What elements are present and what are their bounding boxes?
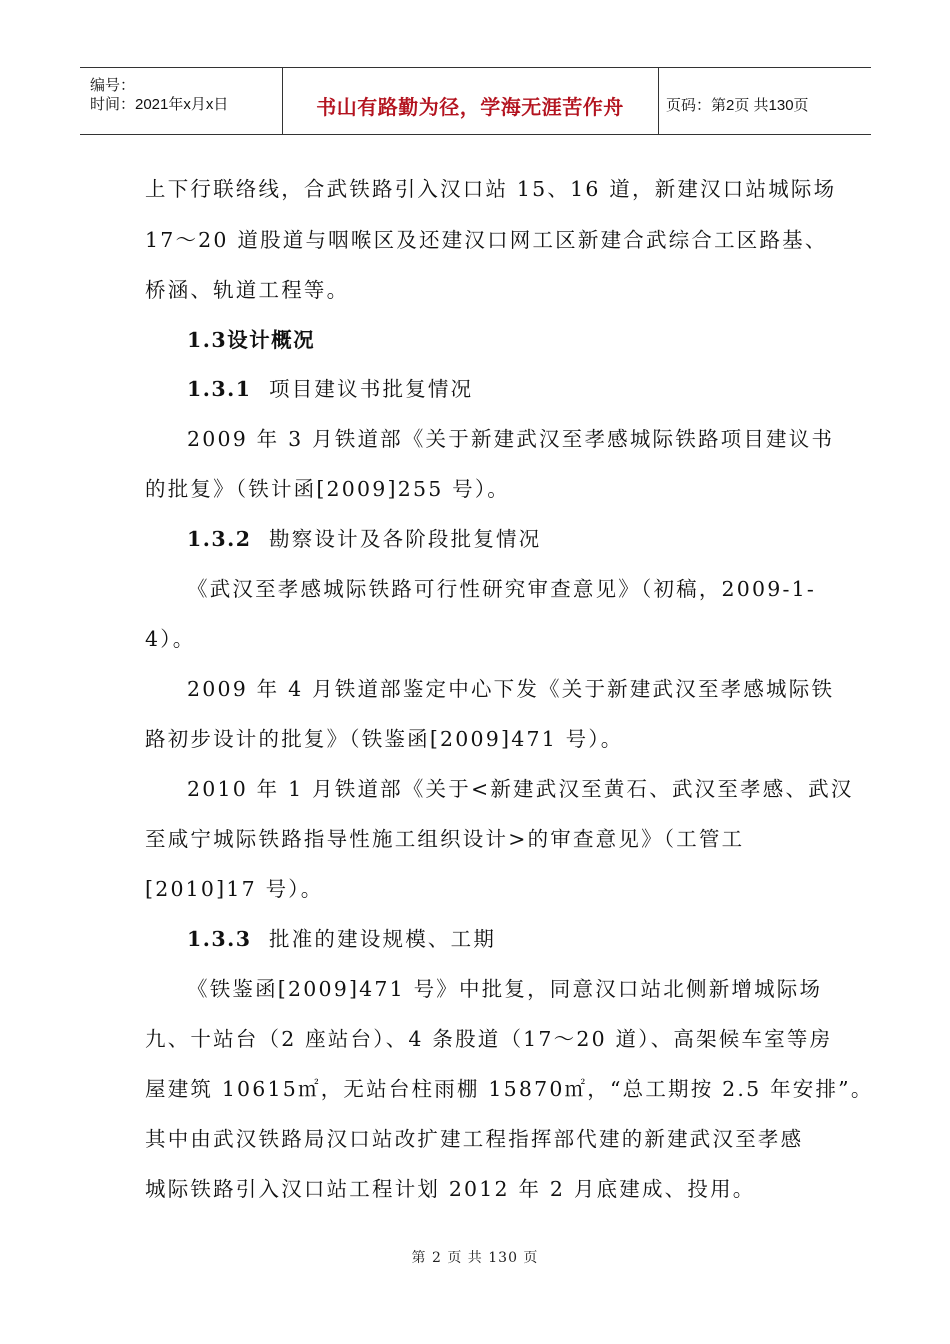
document-number-label: 编号： (90, 77, 136, 94)
body-line: 城际铁路引入汉口站工程计划 2012 年 2 月底建成、投用。 (145, 1177, 756, 1201)
body-line: 其中由武汉铁路局汉口站改扩建工程指挥部代建的新建武汉至孝感 (145, 1127, 804, 1151)
body-line: 2010 年 1 月铁道部《关于<新建武汉至黄石、武汉至孝感、武汉 (187, 777, 854, 801)
body-line: 屋建筑 10615㎡，无站台柱雨棚 15870㎡，“总工期按 2.5 年安排”。 (145, 1077, 874, 1101)
subsection-heading-1-3-1 (187, 372, 473, 402)
body-line: 的批复》（铁计函[2009]255 号）。 (145, 477, 511, 501)
body-line: 九、十站台（2 座站台）、4 条股道（17～20 道）、高架候车室等房 (145, 1027, 833, 1051)
subsection-heading-1-3-3 (187, 922, 496, 952)
body-line: 至咸宁城际铁路指导性施工组织设计>的审查意见》（工管工 (145, 827, 745, 851)
header-motto-cell (282, 68, 659, 134)
subsection-title: 批准的建设规模、工期 (269, 927, 497, 951)
body-line: 桥涵、轨道工程等。 (145, 278, 350, 302)
header-table (80, 67, 871, 135)
body-line: 2009 年 4 月铁道部鉴定中心下发《关于新建武汉至孝感城际铁 (187, 677, 835, 701)
body-line: 上下行联络线，合武铁路引入汉口站 15、16 道，新建汉口站城际场 (145, 177, 837, 201)
header-meta-cell (80, 68, 283, 134)
body-line: 2009 年 3 月铁道部《关于新建武汉至孝感城际铁路项目建议书 (187, 427, 835, 451)
header-page-cell (658, 68, 871, 134)
page-footer: 第 2 页 共 130 页 (411, 1250, 539, 1266)
subsection-number: 1.3.1 (187, 377, 252, 401)
subsection-title: 项目建议书批复情况 (269, 377, 474, 401)
body-line: [2010]17 号）。 (145, 877, 324, 901)
body-line: 4）。 (145, 627, 196, 651)
document-time-label: 时间：2021年x月x日 (90, 96, 229, 113)
subsection-number: 1.3.2 (187, 527, 252, 551)
subsection-heading-1-3-2 (187, 522, 541, 552)
body-line: 17～20 道股道与咽喉区及还建汉口网工区新建合武综合工区路基、 (145, 228, 828, 252)
header-page-number: 页码：第2页 共130页 (666, 97, 809, 114)
subsection-number: 1.3.3 (187, 927, 252, 951)
subsection-title: 勘察设计及各阶段批复情况 (269, 527, 542, 551)
body-line: 《武汉至孝感城际铁路可行性研究审查意见》（初稿，2009-1- (187, 577, 817, 601)
body-line: 路初步设计的批复》（铁鉴函[2009]471 号）。 (145, 727, 624, 751)
body-line: 《铁鉴函[2009]471 号》中批复，同意汉口站北侧新增城际场 (187, 977, 823, 1001)
section-heading-1-3: 1.3设计概况 (187, 328, 316, 352)
header-motto: 书山有路勤为径，学海无涯苦作舟 (316, 95, 624, 119)
